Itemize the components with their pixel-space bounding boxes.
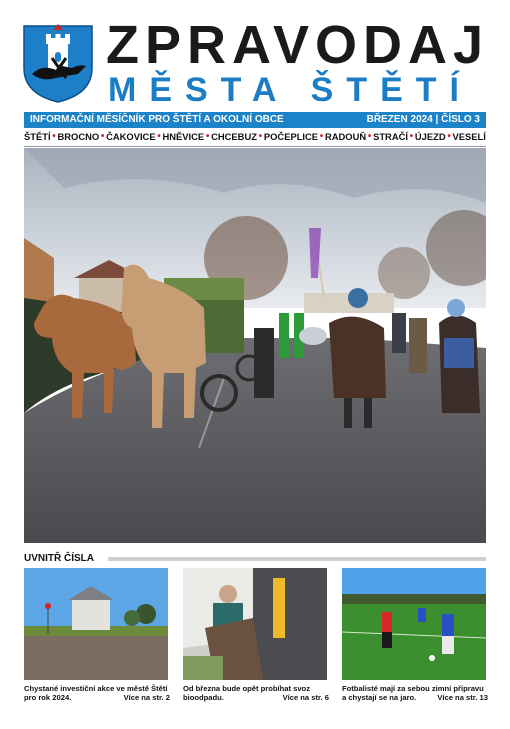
village-name: STRAČÍ xyxy=(373,131,408,142)
thumbnail-text: Fotbalisté mají za sebou zimní přípravu a chystají se na jaro. xyxy=(342,684,484,703)
more-link[interactable]: Více na str. 13 xyxy=(437,693,488,703)
village-name: ŠTĚTÍ xyxy=(24,131,51,142)
issue-number: BŘEZEN 2024 | ČÍSLO 3 xyxy=(366,114,480,125)
publication-subtitle: INFORMAČNÍ MĚSÍČNÍK PRO ŠTĚTÍ A OKOLNÍ OBCE xyxy=(30,114,284,125)
village-name: CHCEBUZ xyxy=(211,131,257,142)
section-heading: UVNITŘ ČÍSLA xyxy=(24,553,94,564)
more-link[interactable]: Více na str. 2 xyxy=(123,693,170,703)
thumbnail-football[interactable] xyxy=(342,568,486,680)
masthead-subtitle-town: MĚSTA ŠTĚTÍ xyxy=(108,71,472,109)
section-divider xyxy=(108,557,486,561)
info-bar xyxy=(24,112,486,128)
village-name: RADOUŇ xyxy=(324,131,367,142)
thumbnail-caption xyxy=(342,684,488,703)
bullet-icon: • xyxy=(157,131,161,142)
more-link[interactable]: Více na str. 6 xyxy=(282,693,329,703)
village-name: ČAKOVICE xyxy=(106,131,156,142)
divider xyxy=(24,146,486,147)
bullet-icon: • xyxy=(100,131,105,142)
thumbnail-text: Od března bude opět probíhat svoz bioodpadu. xyxy=(183,684,310,703)
village-name: VESELÍ xyxy=(452,131,486,142)
bullet-icon: • xyxy=(447,131,451,142)
thumbnail-text: Chystané investiční akce ve městě Štětí pro rok 2024. xyxy=(24,684,168,703)
town-crest-icon xyxy=(22,24,94,104)
village-name: HNĚVICE xyxy=(162,131,205,142)
thumbnail-bio-waste[interactable] xyxy=(183,568,327,680)
villages-list xyxy=(24,130,486,144)
village-name: ÚJEZD xyxy=(414,131,446,142)
bullet-icon: • xyxy=(409,131,414,142)
masthead-title: ZPRAVODAJ xyxy=(106,15,490,75)
bullet-icon: • xyxy=(319,131,324,142)
thumbnail-caption xyxy=(183,684,329,703)
thumbnail-investments[interactable] xyxy=(24,568,168,680)
bullet-icon: • xyxy=(258,131,263,142)
thumbnail-caption xyxy=(24,684,170,703)
bullet-icon: • xyxy=(52,131,56,142)
village-name: BROCNO xyxy=(57,131,100,142)
cover-photo xyxy=(24,148,486,543)
bullet-icon: • xyxy=(367,131,372,142)
bullet-icon: • xyxy=(205,131,210,142)
village-name: POČEPLICE xyxy=(263,131,319,142)
